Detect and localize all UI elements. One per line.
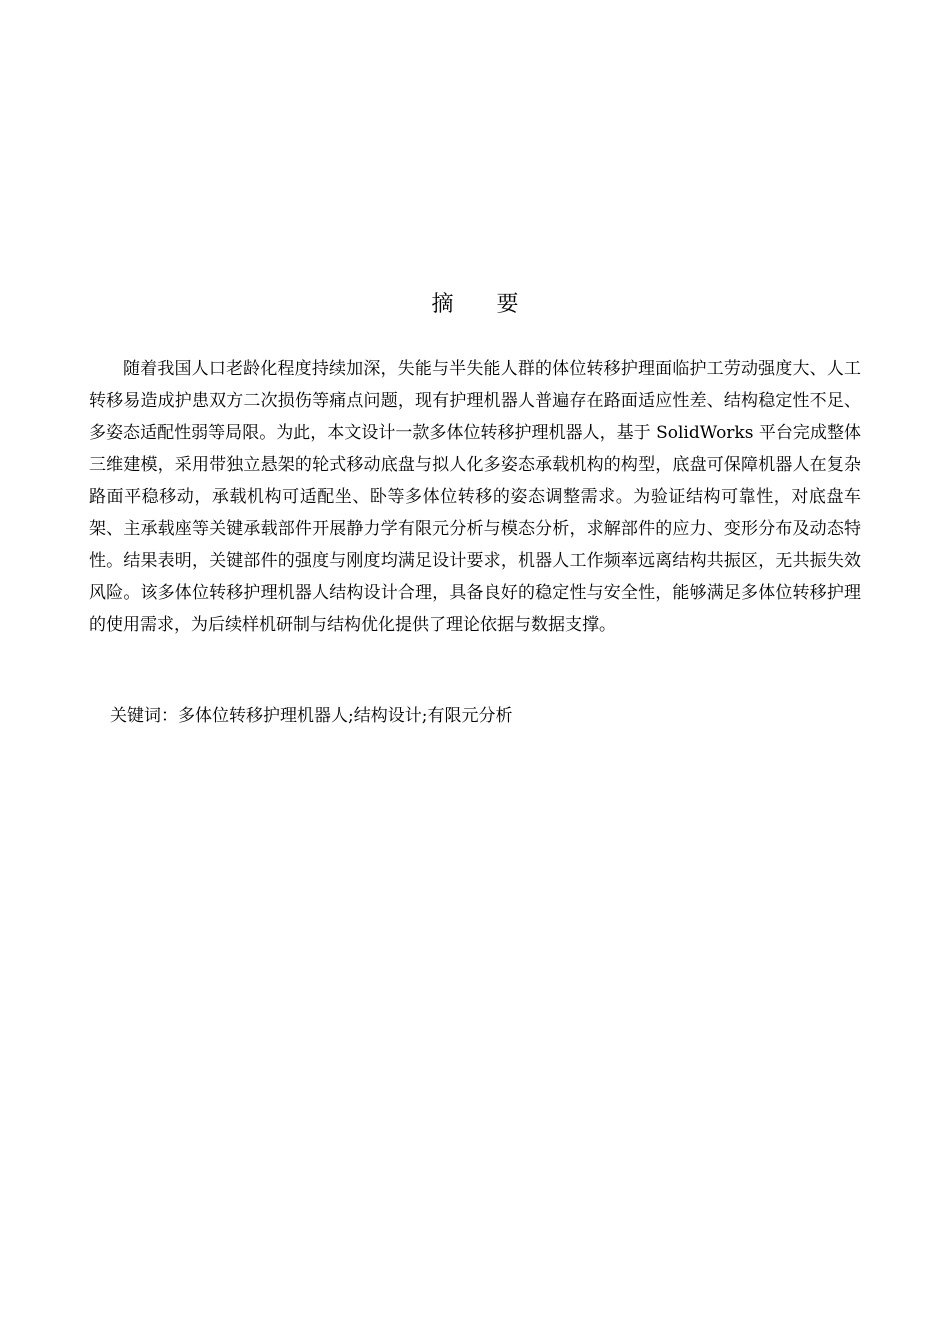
abstract-title: 摘 要 (431, 292, 537, 317)
keywords-line: 关键词：多体位转移护理机器人;结构设计;有限元分析 (110, 706, 513, 726)
abstract-body: 随着我国人口老龄化程度持续加深，失能与半失能人群的体位转移护理面临护工劳动强度大、人工转移易造成护患双方二次损伤等痛点问题，现有护理机器人普遍存在路面适应性差、结构稳定性不足、多姿态适配性弱等局限。为此，本文设计一款多体位转移护理机器人，基于 SolidWorks 平台完成整体三维建模，采用带独立悬架的轮式移动底盘与拟人化多姿态承载机构的构型，底盘可保障机器人在复杂路面平稳移动，承载机构可适配坐、卧等多体位转移的姿态调整需求。为验证结构可靠性，对底盘车架、主承载座等关键承载部件开展静力学有限元分析与模态分析，求解部件的应力、变形分布及动态特性。结果表明，关键部件的强度与刚度均满足设计要求，机器人工作频率远离结构共振区，无共振失效风险。该多体位转移护理机器人结构设计合理，具备良好的稳定性与安全性，能够满足多体位转移护理的使用需求，为后续样机研制与结构优化提供了理论依据与数据支撑。 (89, 359, 861, 635)
